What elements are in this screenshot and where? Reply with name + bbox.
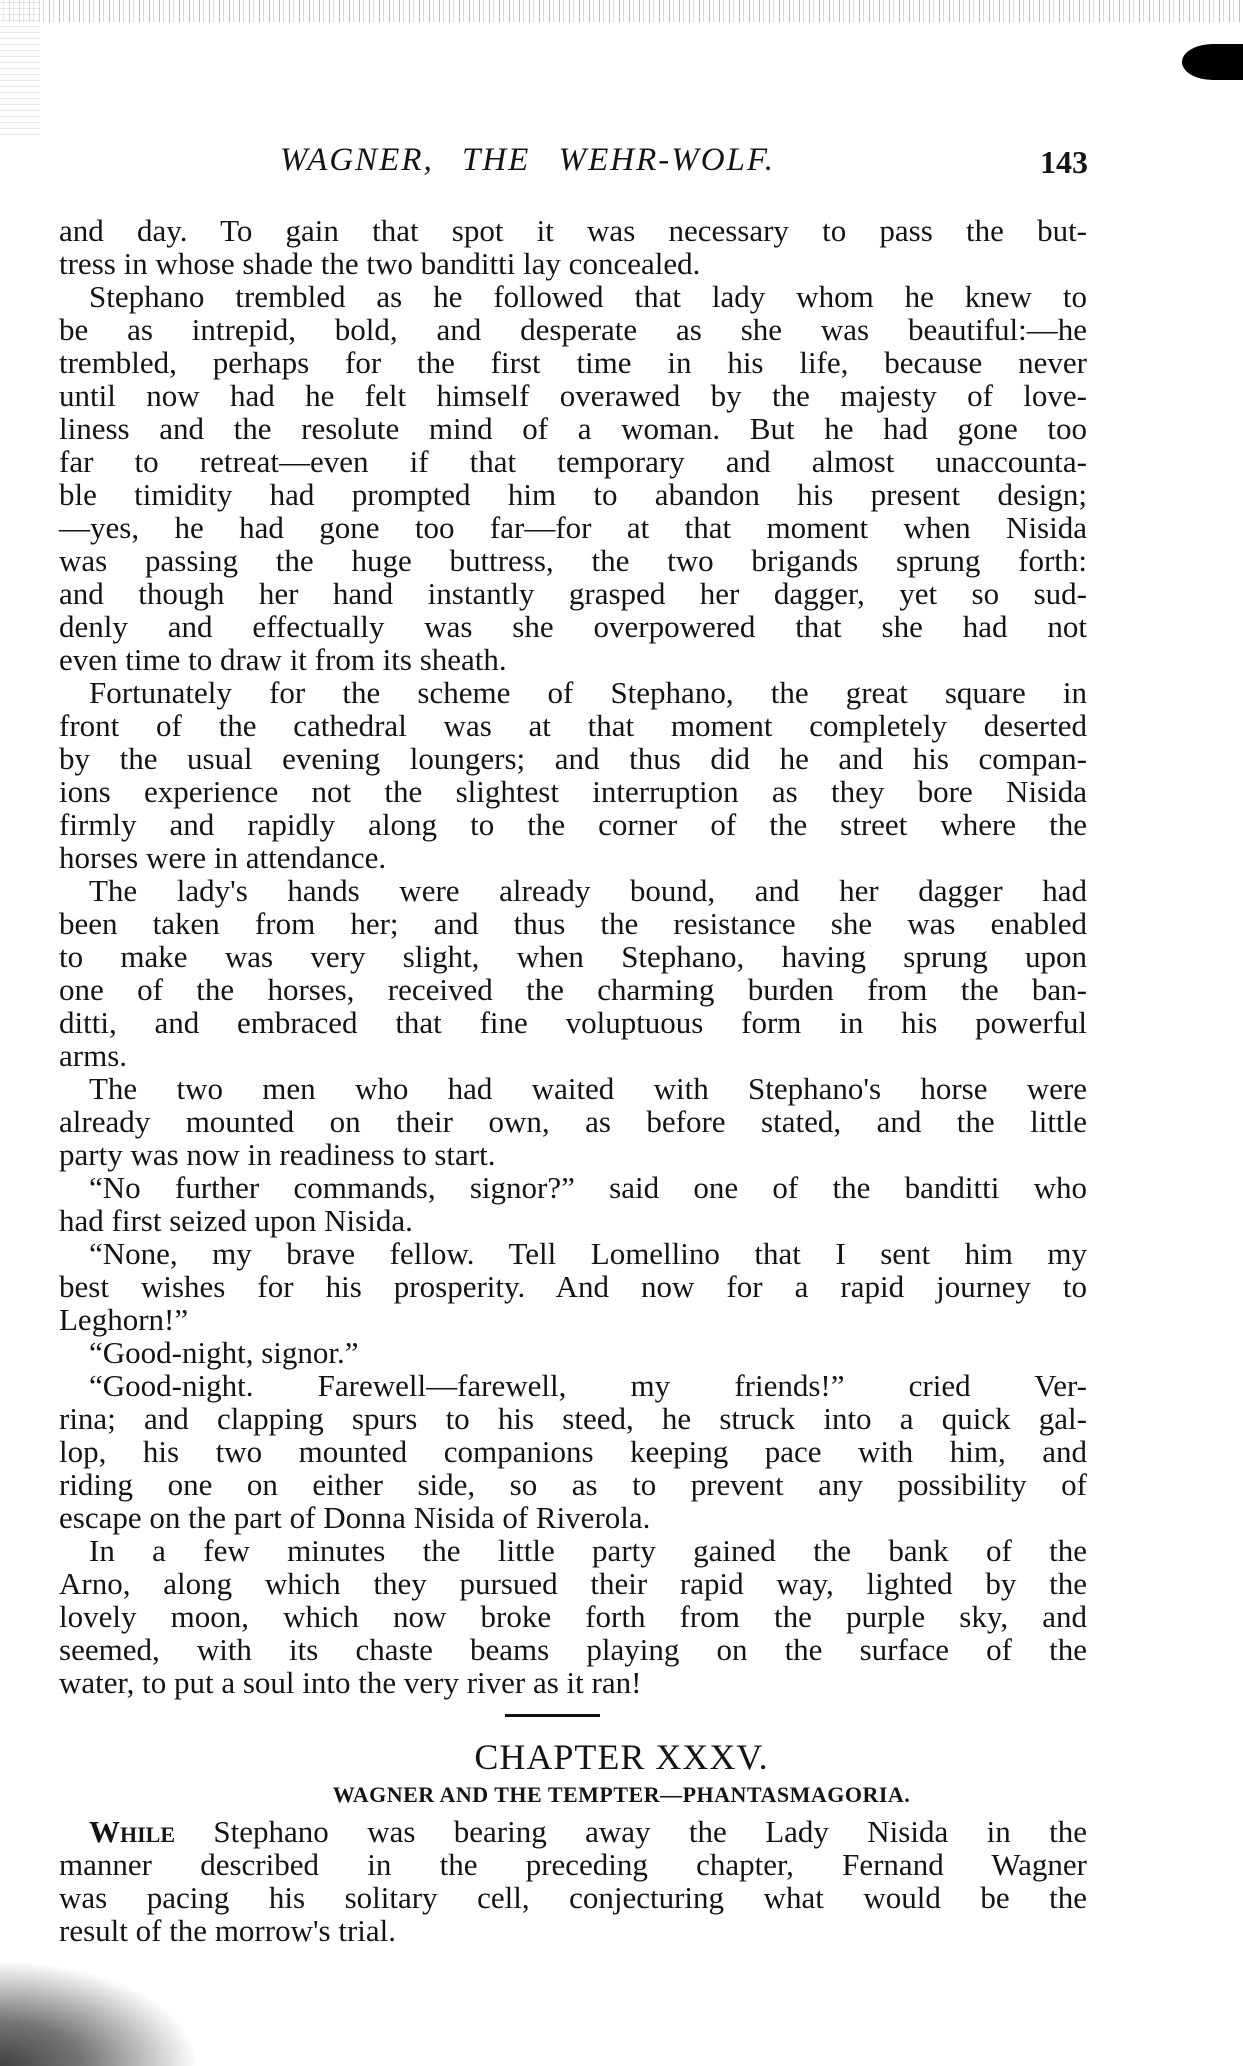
text-line: Stephano trembled as he followed that lady whom he knew to xyxy=(89,279,1087,314)
scan-noise-top xyxy=(0,0,1243,22)
text-line: even time to draw it from its sheath. xyxy=(59,642,507,677)
text-line: In a few minutes the little party gained the bank of the xyxy=(89,1533,1087,1568)
section-rule xyxy=(505,1714,600,1717)
text-line: water, to put a soul into the very river as it ran! xyxy=(59,1665,642,1700)
text-line: was passing the huge buttress, the two brigands sprung forth: xyxy=(59,543,1087,578)
text-line: arms. xyxy=(59,1038,128,1073)
text-line: one of the horses, received the charming burden from the ban- xyxy=(59,972,1087,1007)
text-line: manner described in the preceding chapter, Fernand Wagner xyxy=(59,1847,1087,1882)
text-line: Fortunately for the scheme of Stephano, the great square in xyxy=(89,675,1087,710)
text-line: far to retreat—even if that temporary and almost unaccounta- xyxy=(59,444,1087,479)
text-line xyxy=(59,1815,1087,1848)
text-line: riding one on either side, so as to prevent any possibility of xyxy=(59,1467,1087,1502)
text-line: and though her hand instantly grasped her dagger, yet so sud- xyxy=(59,576,1087,611)
text-line: by the usual evening loungers; and thus did he and his compan- xyxy=(59,741,1087,776)
chapter-body-text xyxy=(59,1815,1087,1947)
text-line: liness and the resolute mind of a woman. But he had gone too xyxy=(59,411,1087,446)
text-line: lovely moon, which now broke forth from the purple sky, and xyxy=(59,1599,1087,1634)
text-line: and day. To gain that spot it was necessary to pass the but- xyxy=(59,213,1087,248)
scan-noise-bottom-left xyxy=(0,1960,200,2066)
text-line: ditti, and embraced that fine voluptuous form in his powerful xyxy=(59,1005,1087,1040)
ink-blot xyxy=(1182,44,1243,80)
text-line: “Good-night. Farewell—farewell, my friends!” cried Ver- xyxy=(89,1368,1087,1403)
scan-noise-left xyxy=(0,0,40,140)
text-line: was pacing his solitary cell, conjecturing what would be the xyxy=(59,1880,1087,1915)
text-line: denly and effectually was she overpowered that she had not xyxy=(59,609,1087,644)
text-line: lop, his two mounted companions keeping pace with him, and xyxy=(59,1434,1087,1469)
text-line: “No further commands, signor?” said one of the banditti who xyxy=(89,1170,1087,1205)
body-text xyxy=(59,214,1087,1699)
text-line: —yes, he had gone too far—for at that moment when Nisida xyxy=(59,510,1087,545)
text-line: ble timidity had prompted him to abandon his present design; xyxy=(59,477,1087,512)
text-line: be as intrepid, bold, and desperate as she was beautiful:—he xyxy=(59,312,1087,347)
page-number: 143 xyxy=(1040,144,1088,180)
chapter-subtitle: WAGNER AND THE TEMPTER—PHANTASMAGORIA. xyxy=(332,1782,911,1807)
text-line: best wishes for his prosperity. And now for a rapid journey to xyxy=(59,1269,1087,1304)
text-line: “Good-night, signor.” xyxy=(89,1335,359,1370)
text-line: already mounted on their own, as before stated, and the little xyxy=(59,1104,1087,1139)
dropcap-word: While xyxy=(89,1814,176,1849)
text-line: escape on the part of Donna Nisida of Riverola. xyxy=(59,1500,651,1535)
text-line: ions experience not the slightest interruption as they bore Nisida xyxy=(59,774,1087,809)
text-line: Leghorn!” xyxy=(59,1302,189,1337)
text-line: firmly and rapidly along to the corner of the street where the xyxy=(59,807,1087,842)
text-line: had first seized upon Nisida. xyxy=(59,1203,413,1238)
text-line: to make was very slight, when Stephano, having sprung upon xyxy=(59,939,1087,974)
text-line: result of the morrow's trial. xyxy=(59,1913,397,1948)
text-line-rest: Stephano was bearing away the Lady Nisida in the xyxy=(175,1814,1087,1849)
text-line: “None, my brave fellow. Tell Lomellino that I sent him my xyxy=(89,1236,1087,1271)
text-line: Arno, along which they pursued their rapid way, lighted by the xyxy=(59,1566,1087,1601)
text-line: until now had he felt himself overawed by the majesty of love- xyxy=(59,378,1087,413)
text-line: seemed, with its chaste beams playing on the surface of the xyxy=(59,1632,1087,1667)
text-line: horses were in attendance. xyxy=(59,840,387,875)
text-line: party was now in readiness to start. xyxy=(59,1137,496,1172)
text-line: The lady's hands were already bound, and her dagger had xyxy=(89,873,1087,908)
text-line: been taken from her; and thus the resistance she was enabled xyxy=(59,906,1087,941)
text-line: tress in whose shade the two banditti lay concealed. xyxy=(59,246,701,281)
text-line: trembled, perhaps for the first time in his life, because never xyxy=(59,345,1087,380)
text-line: The two men who had waited with Stephano's horse were xyxy=(89,1071,1087,1106)
chapter-title: CHAPTER XXXV. xyxy=(474,1737,769,1777)
text-line: front of the cathedral was at that moment completely deserted xyxy=(59,708,1087,743)
running-head: WAGNER, THE WEHR-WOLF. xyxy=(280,142,776,178)
text-line: rina; and clapping spurs to his steed, he struck into a quick gal- xyxy=(59,1401,1087,1436)
